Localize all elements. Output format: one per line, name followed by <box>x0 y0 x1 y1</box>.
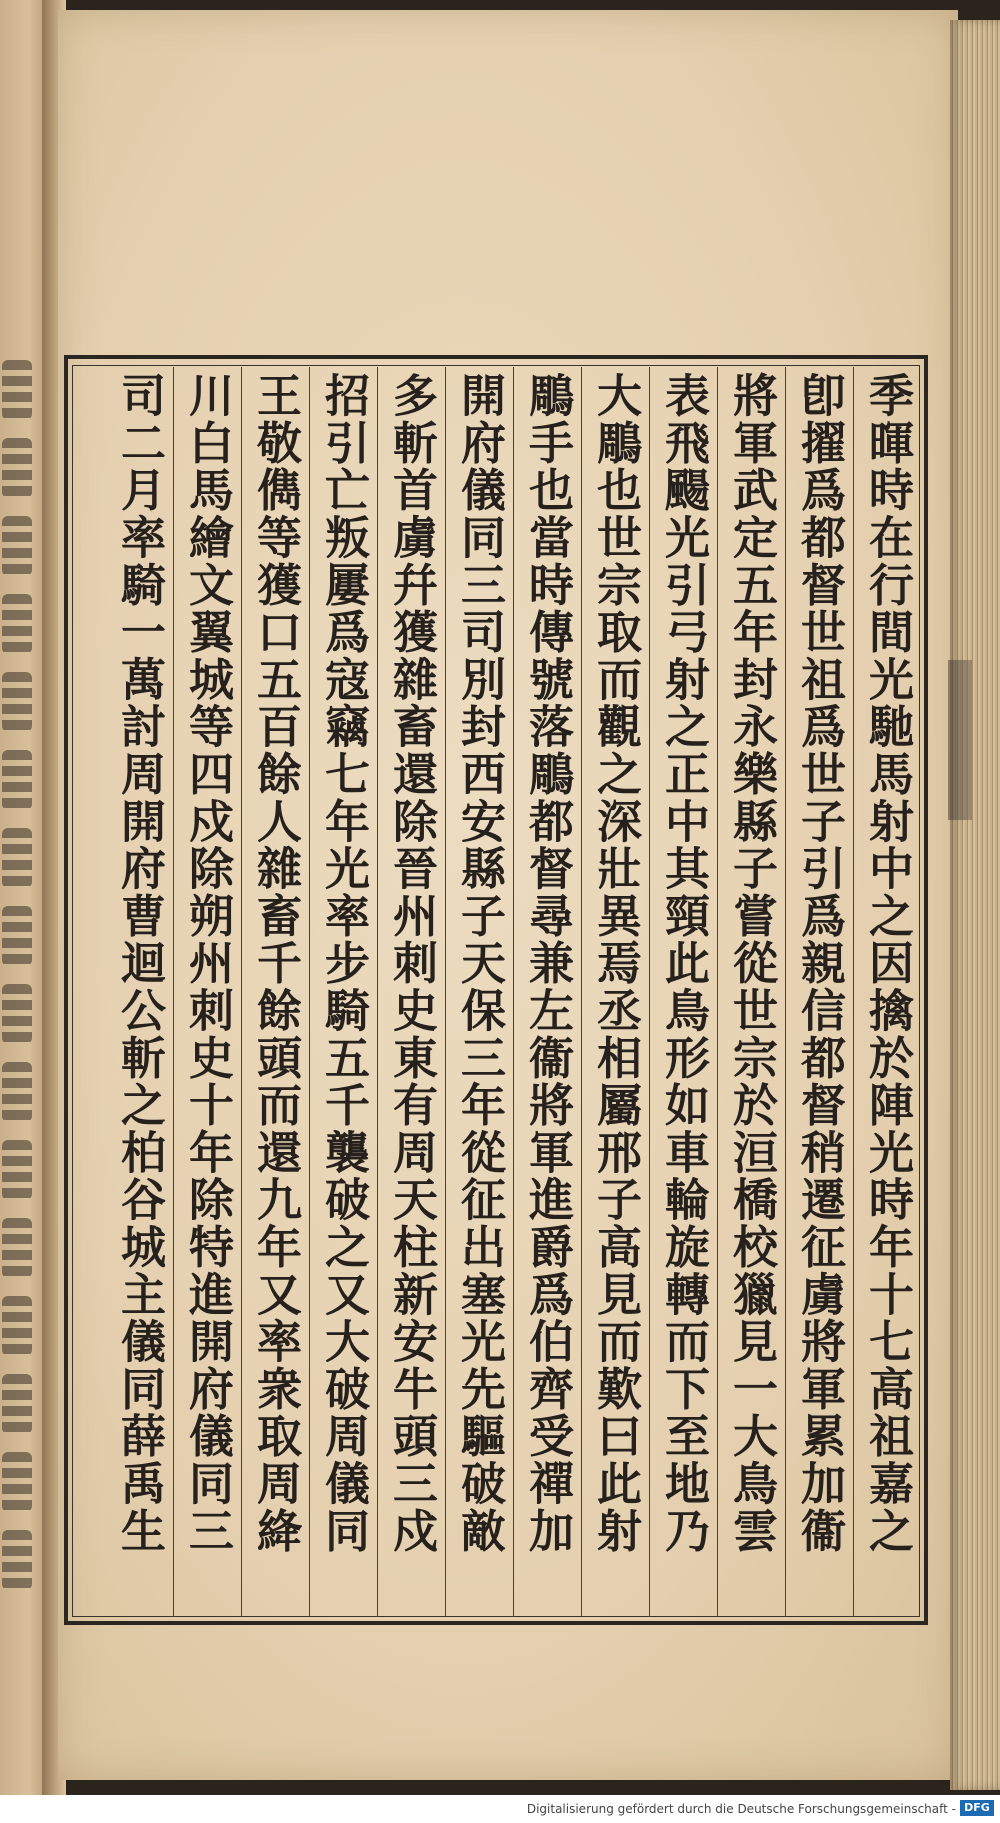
column-rule <box>853 367 854 1617</box>
text-column-7: 開府儀同三司別封西安縣子天保三年從征出塞光先驅破敵 <box>453 372 506 1555</box>
column-rule <box>785 367 786 1617</box>
column-rule <box>717 367 718 1617</box>
left-page-bleed-text <box>2 360 36 1650</box>
column-rule <box>649 367 650 1617</box>
text-column-6: 鵰手也當時傳號落鵰都督尋兼左衞將軍進爵爲伯齊受禪加 <box>521 372 574 1555</box>
text-column-2: 卽擢爲都督世祖爲世子引爲親信都督稍遷征虜將軍累加衞 <box>793 372 846 1555</box>
column-rule <box>513 367 514 1617</box>
left-page-edge <box>0 0 48 1795</box>
dfg-logo: DFG <box>960 1800 994 1816</box>
text-column-5: 大鵰也世宗取而觀之深壯異焉丞相屬邢子高見而歎曰此射 <box>589 372 642 1555</box>
column-rule <box>309 367 310 1617</box>
column-rule <box>581 367 582 1617</box>
page-side-tab <box>948 660 972 820</box>
text-column-9: 招引亡叛屢爲寇竊七年光率步騎五千襲破之又大破周儀同 <box>317 372 370 1555</box>
column-rule <box>173 367 174 1617</box>
text-column-10: 王敬儁等獲口五百餘人雜畜千餘頭而還九年又率衆取周絳 <box>249 372 302 1555</box>
column-rule <box>377 367 378 1617</box>
digitization-footer <box>0 1795 1000 1823</box>
digitization-credit: Digitalisierung gefördert durch die Deutsche Forschungsgemeinschaft - <box>526 1802 956 1816</box>
page-fore-edge <box>950 20 1000 1790</box>
text-column-3: 將軍武定五年封永樂縣子嘗從世宗於洹橋校獵見一大鳥雲 <box>725 372 778 1555</box>
text-column-11: 川白馬繪文翼城等四戍除朔州刺史十年除特進開府儀同三 <box>181 372 234 1555</box>
text-column-4: 表飛颺光引弓射之正中其頸此鳥形如車輪旋轉而下至地乃 <box>657 372 710 1555</box>
column-rule <box>445 367 446 1617</box>
column-rule <box>241 367 242 1617</box>
text-column-1: 季暉時在行間光馳馬射中之因擒於陣光時年十七高祖嘉之 <box>861 372 914 1555</box>
text-column-8: 多斬首虜幷獲雜畜還除晉州刺史東有周天柱新安牛頭三戍 <box>385 372 438 1555</box>
text-column-12: 司二月率騎一萬討周開府曹迴公斬之柏谷城主儀同薛禹生 <box>113 372 166 1555</box>
